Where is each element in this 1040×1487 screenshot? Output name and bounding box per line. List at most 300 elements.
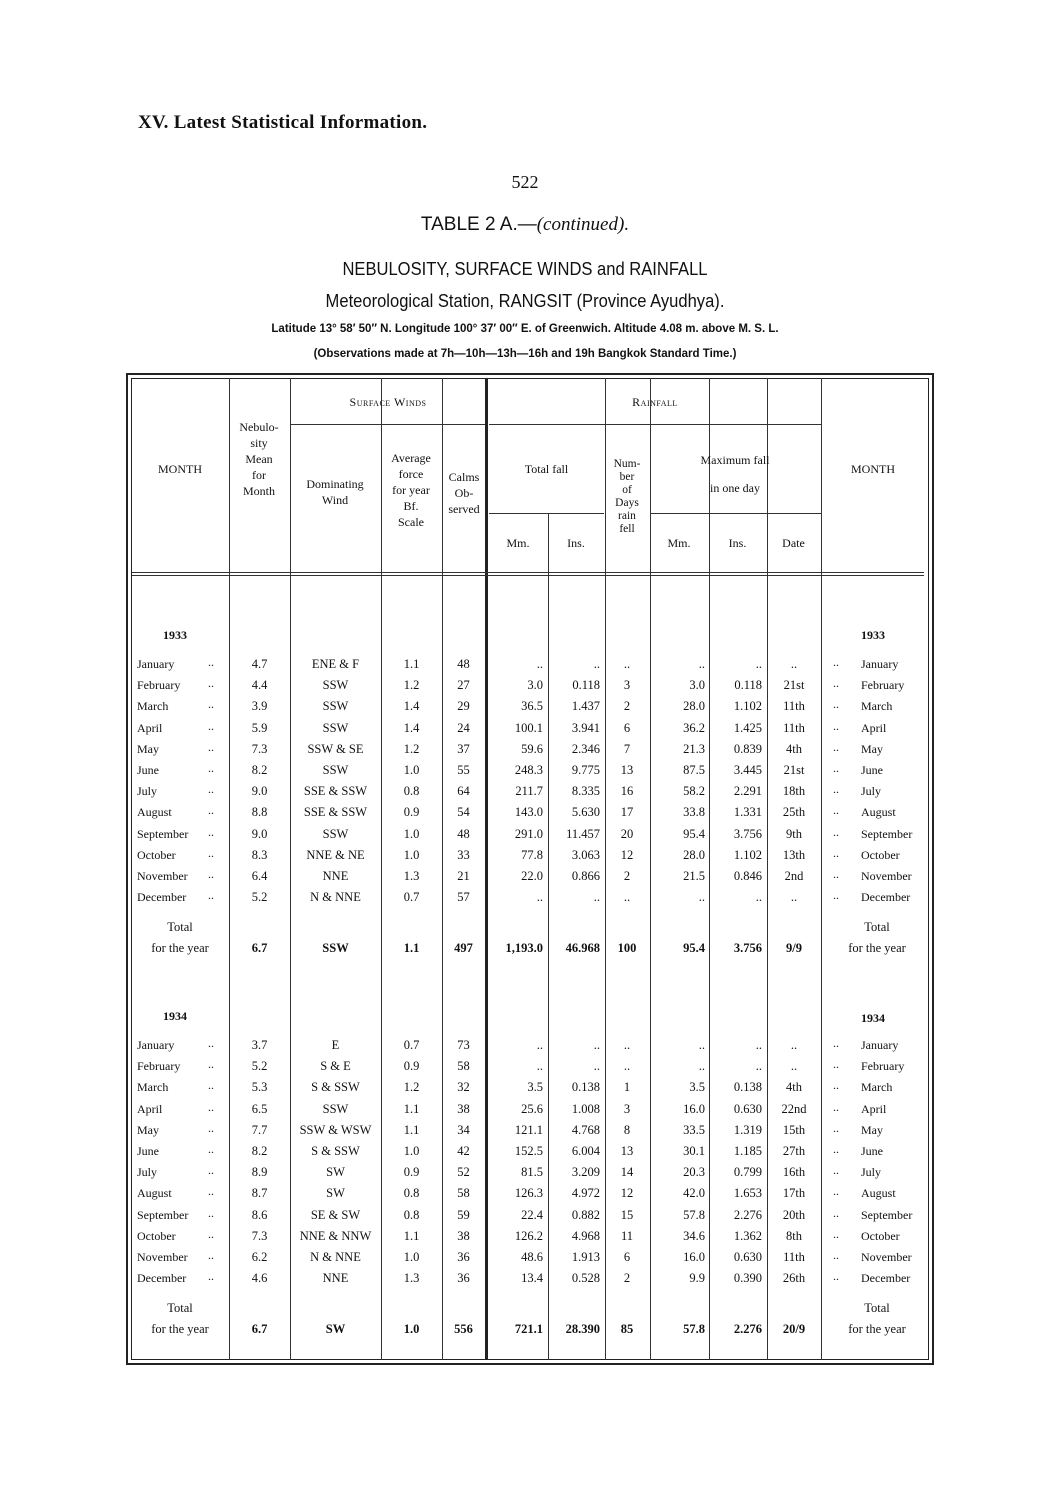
cell-neb: 3.7 [251,1038,268,1052]
leader-dots: .. [833,1205,839,1220]
month-name: September [137,1207,189,1222]
cell-mins: 0.630 [733,1101,762,1116]
header-month-left: MONTH [158,462,202,476]
cell-force: 0.7 [403,890,420,905]
cell-neb: 5.2 [251,890,268,905]
cell-tmm: 211.7 [515,784,543,799]
leader-dots: .. [208,1184,214,1199]
cell-tins: .. [593,657,600,671]
leader-dots: .. [833,845,839,860]
header-max-mm: Mm. [667,536,691,550]
month-name-right: March [861,699,893,714]
leader-dots: .. [208,782,214,797]
month-name: April [137,720,163,735]
header-line: Maximum fall [700,453,770,467]
header-nebulosity [229,419,289,499]
total-label-line2: for the year [151,1322,209,1337]
cell-mmm: 36.2 [683,720,705,735]
header-date: Date [782,536,805,550]
month-name: March [137,699,169,714]
total-force: 1.0 [403,1322,420,1337]
cell-mmm: 87.5 [683,763,705,777]
cell-tins: 5.630 [571,805,600,820]
station-coordinates: Latitude 13° 58′ 50″ N. Longitude 100° 37′ 00″ E. of Greenwich. Altitude 4.08 m. above M. S. L. [271,323,779,335]
cell-wind: NNE [322,1271,349,1286]
cell-mins: 1.319 [733,1122,762,1137]
cell-days: 16 [620,784,634,799]
cell-days: 3 [623,678,631,693]
section-header: XV. Latest Statistical Information. [138,112,428,133]
cell-tins: 0.528 [571,1271,600,1286]
cell-wind: NNE & NNW [299,1228,372,1243]
cell-date: 11th [783,720,805,735]
cell-mmm: 3.5 [689,1080,705,1095]
cell-wind: N & NNE [310,1250,361,1264]
total-date: 20/9 [782,1322,806,1337]
observation-times: (Observations made at 7h—10h—13h—16h and 19h Bangkok Standard Time.) [313,348,737,360]
header-line: Bf. [403,499,419,513]
cell-mmm: 30.1 [683,1144,705,1158]
cell-calms: 64 [457,784,470,799]
month-name-right: August [861,1186,896,1201]
cell-date: .. [790,1038,798,1052]
cell-wind: NNE [322,869,349,883]
cell-calms: 58 [457,1186,470,1201]
leader-dots: .. [833,1163,839,1178]
leader-dots: .. [208,824,214,839]
leader-dots: .. [208,1163,214,1178]
leader-dots: .. [833,761,839,775]
cell-calms: 38 [457,1228,470,1243]
cell-tins: 2.346 [571,741,600,756]
cell-mmm: .. [698,1038,705,1052]
cell-days: 13 [620,1144,634,1158]
month-name: November [137,869,188,883]
cell-neb: 8.7 [251,1186,268,1201]
cell-calms: 48 [457,657,470,671]
cell-wind: SSW [322,763,349,777]
cell-mins: 0.839 [733,741,762,756]
cell-tmm: 13.4 [521,1271,543,1286]
cell-force: 1.0 [403,763,420,777]
cell-tins: 1.437 [571,699,600,714]
cell-force: 0.9 [403,1059,420,1074]
cell-tmm: 3.5 [527,1080,543,1095]
cell-wind: S & SSW [311,1144,360,1158]
cell-tins: 8.335 [571,784,600,799]
header-line: Average [391,451,431,465]
table-rule [132,572,924,573]
leader-dots: .. [208,676,214,691]
cell-date: .. [790,657,798,671]
month-name-right: December [861,890,911,905]
leader-dots: .. [208,1120,214,1135]
cell-mins: 0.390 [733,1271,762,1286]
cell-wind: SSW [322,1101,349,1116]
leader-dots: .. [833,718,839,733]
leader-dots: .. [208,655,214,669]
cell-wind: NNE & NE [306,847,365,862]
cell-tmm: 143.0 [514,805,543,820]
cell-date: 16th [782,1165,806,1180]
page-number: 522 [511,172,539,192]
cell-days: 7 [623,741,631,756]
table-rule [290,424,485,425]
cell-mins: 0.118 [734,678,762,693]
cell-tins: 0.118 [572,678,600,693]
cell-tmm: 48.6 [521,1250,543,1264]
cell-neb: 7.3 [251,1228,268,1243]
month-name: April [137,1101,163,1116]
cell-mmm: 21.5 [683,869,705,883]
cell-mins: .. [755,657,762,671]
table-title [0,214,1040,236]
total-label-right-line1: Total [864,920,890,935]
month-name-right: May [861,1122,883,1137]
leader-dots: .. [208,867,214,881]
cell-tins: 11.457 [566,826,600,841]
cell-tins: .. [593,1038,600,1052]
header-line: of [622,484,632,496]
cell-mins: 1.653 [733,1186,762,1201]
header-total-ins: Ins. [567,536,585,550]
cell-date: 21st [783,678,805,693]
cell-force: 1.0 [403,1144,420,1158]
cell-mins: 2.291 [733,784,762,799]
cell-force: 1.0 [403,847,420,862]
header-month-right: MONTH [851,462,895,476]
leader-dots: .. [833,1184,839,1199]
month-name: March [137,1080,169,1095]
cell-days: .. [623,1038,631,1052]
cell-date: .. [790,890,798,905]
header-line: Calms [448,470,480,484]
cell-wind: SW [326,1186,345,1201]
leader-dots: .. [833,1057,839,1072]
cell-days: .. [623,1059,631,1074]
cell-calms: 33 [457,847,470,862]
cell-neb: 8.2 [251,1144,268,1158]
cell-force: 1.2 [403,678,420,693]
header-line: fell [619,523,635,535]
leader-dots: .. [208,1036,214,1050]
year-label-left: 1934 [163,1009,187,1023]
cell-days: 2 [623,869,631,883]
cell-wind: SSW [322,720,349,735]
cell-tmm: 121.1 [514,1122,543,1137]
cell-force: 1.2 [403,741,420,756]
leader-dots: .. [833,1248,839,1262]
cell-tins: 6.004 [571,1144,600,1158]
leader-dots: .. [833,739,839,754]
cell-wind: SSW [322,678,349,693]
cell-mmm: 21.3 [683,741,705,756]
cell-tins: 3.941 [571,720,600,735]
leader-dots: .. [833,782,839,797]
table-subtitle: NEBULOSITY, SURFACE WINDS and RAINFALL [342,259,708,279]
table-rule [485,378,488,1360]
month-name-right: June [861,1144,883,1158]
cell-tmm: .. [536,890,543,905]
month-name-right: October [861,847,900,862]
cell-mins: 2.276 [733,1207,762,1222]
cell-mins: 1.102 [733,847,762,862]
cell-neb: 4.4 [251,678,268,693]
cell-force: 1.0 [403,1250,420,1264]
cell-days: 20 [620,826,634,841]
cell-tmm: .. [536,657,543,671]
header-total-fall: Total fall [524,462,569,476]
cell-calms: 37 [457,741,470,756]
month-name-right: July [861,784,882,799]
total-force: 1.1 [403,941,420,956]
cell-date: 17th [782,1186,806,1201]
cell-tmm: .. [536,1059,543,1074]
cell-date: 8th [786,1228,802,1243]
cell-force: 0.8 [403,1207,420,1222]
cell-calms: 27 [457,678,470,693]
header-calms-observed [442,469,486,517]
header-line: Num- [613,458,641,470]
cell-neb: 7.7 [251,1122,268,1137]
cell-date: 26th [782,1271,806,1286]
cell-wind: SSE & SSW [303,805,368,820]
month-name-right: April [861,1101,887,1116]
cell-date: .. [790,1059,798,1074]
month-name-right: December [861,1271,911,1286]
cell-tins: 4.768 [571,1122,600,1137]
cell-neb: 6.5 [251,1101,268,1116]
cell-tins: 3.063 [571,847,600,862]
cell-force: 0.8 [403,1186,420,1201]
table-rule [821,378,822,1360]
header-line: for year [392,483,430,497]
cell-neb: 4.7 [251,657,268,671]
cell-wind: SSW [322,699,349,714]
cell-neb: 8.2 [251,763,268,777]
cell-date: 13th [782,847,806,862]
leader-dots: .. [833,1269,839,1284]
cell-mmm: 28.0 [683,847,705,862]
total-calms: 497 [454,941,473,956]
cell-calms: 48 [457,826,470,841]
cell-date: 22nd [781,1101,807,1116]
leader-dots: .. [208,1248,214,1262]
month-name-right: July [861,1165,882,1180]
header-line: sity [250,436,268,450]
month-name: November [137,1250,188,1264]
cell-tmm: 100.1 [514,720,543,735]
total-mins: 2.276 [733,1322,762,1337]
leader-dots: .. [833,1099,839,1114]
leader-dots: .. [208,803,214,818]
month-name: July [137,1165,158,1180]
leader-dots: .. [208,1226,214,1241]
header-total-mm: Mm. [506,536,530,550]
header-line: Mean [245,452,273,466]
header-line: Days [615,497,639,509]
cell-mmm: 33.8 [683,805,705,820]
cell-calms: 42 [457,1144,470,1158]
cell-tins: 1.913 [571,1250,600,1264]
month-name: August [137,1186,172,1201]
cell-date: 9th [786,826,802,841]
total-tmm: 721.1 [514,1322,543,1337]
month-name: June [137,763,159,777]
cell-tmm: 126.2 [514,1228,543,1243]
cell-mmm: 57.8 [683,1207,705,1222]
cell-tmm: 126.3 [514,1186,543,1201]
cell-neb: 8.8 [251,805,268,820]
cell-force: 0.7 [403,1038,420,1052]
cell-date: 20th [782,1207,806,1222]
cell-days: 17 [620,805,634,820]
total-calms: 556 [454,1322,473,1337]
cell-mins: 1.425 [733,720,762,735]
cell-wind: SSE & SSW [303,784,368,799]
cell-mins: 1.362 [733,1228,762,1243]
cell-days: .. [623,657,631,671]
cell-mins: 0.630 [733,1250,762,1264]
cell-date: 11th [783,1250,805,1264]
cell-date: 15th [782,1122,806,1137]
cell-wind: SW [326,1165,345,1180]
cell-wind: SSW & SE [307,741,364,756]
cell-calms: 32 [457,1080,470,1095]
cell-tins: .. [593,890,600,905]
cell-force: 1.3 [403,1271,420,1286]
cell-days: 6 [623,720,631,735]
cell-force: 0.9 [403,1165,420,1180]
cell-days: 2 [623,1271,631,1286]
leader-dots: .. [208,1205,214,1220]
header-maximum-fall [650,446,820,502]
cell-calms: 59 [457,1207,470,1222]
total-label-right-line1: Total [864,1301,890,1316]
cell-tmm: 25.6 [521,1101,543,1116]
cell-date: 11th [783,699,805,714]
cell-calms: 58 [457,1059,470,1074]
total-label-right-line2: for the year [848,941,906,956]
leader-dots: .. [833,655,839,669]
header-average-force [381,450,441,530]
cell-mmm: 9.9 [689,1271,705,1286]
month-name-right: August [861,805,896,820]
cell-calms: 52 [457,1165,470,1180]
cell-tins: 0.866 [571,869,600,883]
cell-mmm: 42.0 [683,1186,705,1201]
cell-mins: 0.138 [733,1080,762,1095]
total-neb: 6.7 [251,1322,268,1337]
cell-mmm: 95.4 [683,826,705,841]
total-tmm: 1,193.0 [505,941,543,956]
header-line: rain [618,510,636,522]
header-line: Ob- [454,486,474,500]
cell-mins: 0.846 [733,869,762,883]
cell-days: 8 [623,1122,631,1137]
station-name: Meteorological Station, RANGSIT (Province Ayudhya). [325,291,725,311]
cell-tmm: 152.5 [514,1144,543,1158]
total-wind: SSW [322,941,349,956]
cell-mins: 3.756 [733,826,762,841]
cell-days: 12 [620,847,634,862]
total-label-line1: Total [167,920,193,935]
cell-date: 2nd [784,869,804,883]
cell-neb: 3.9 [251,699,268,714]
leader-dots: .. [833,888,839,903]
cell-mins: 0.799 [733,1165,762,1180]
cell-days: 13 [620,763,634,777]
total-days: 85 [620,1322,634,1337]
cell-mins: 1.102 [733,699,762,714]
total-mmm: 57.8 [683,1322,705,1337]
header-line: for [252,468,266,482]
month-name-right: May [861,741,883,756]
cell-mmm: 58.2 [683,784,705,799]
cell-tins: 9.775 [571,763,600,777]
month-name: October [137,1228,176,1243]
header-number-of-days [605,458,649,536]
header-rainfall: Rainfall [632,395,678,409]
month-name-right: March [861,1080,893,1095]
cell-calms: 57 [457,890,470,905]
month-name-right: June [861,763,883,777]
cell-wind: SSW & WSW [299,1122,372,1137]
month-name: September [137,826,189,841]
cell-mins: 1.185 [733,1144,762,1158]
cell-tins: 4.972 [571,1186,600,1201]
year-label-left: 1933 [163,628,187,642]
cell-neb: 4.6 [251,1271,268,1286]
cell-force: 1.0 [403,826,420,841]
header-line: Nebulo- [239,420,279,434]
cell-force: 1.4 [403,699,420,714]
cell-force: 1.3 [403,869,420,883]
cell-wind: SE & SW [310,1207,361,1222]
cell-tmm: 291.0 [514,826,543,841]
total-days: 100 [617,941,637,956]
cell-date: 18th [782,784,806,799]
cell-wind: N & NNE [310,890,361,905]
cell-calms: 21 [457,869,470,883]
total-label-line1: Total [167,1301,193,1316]
table-title-continued: (continued). [536,214,630,235]
leader-dots: .. [208,761,214,775]
cell-tins: 0.138 [571,1080,600,1095]
cell-mins: .. [755,1059,762,1074]
month-name: October [137,847,176,862]
leader-dots: .. [208,739,214,754]
cell-mmm: .. [698,890,705,905]
month-name: February [137,678,181,693]
total-tins: 28.390 [565,1322,600,1337]
cell-days: 3 [623,1101,631,1116]
total-neb: 6.7 [251,941,268,956]
cell-neb: 5.9 [251,720,268,735]
cell-mins: 3.445 [733,763,762,777]
total-label-right-line2: for the year [848,1322,906,1337]
total-mmm: 95.4 [683,941,705,956]
cell-calms: 55 [457,763,470,777]
cell-date: 4th [786,741,802,756]
month-name-right: January [861,1038,899,1052]
month-name-right: September [861,826,913,841]
leader-dots: .. [833,1036,839,1050]
cell-date: 25th [782,805,806,820]
leader-dots: .. [208,1142,214,1156]
leader-dots: .. [833,1120,839,1135]
cell-neb: 8.6 [251,1207,268,1222]
